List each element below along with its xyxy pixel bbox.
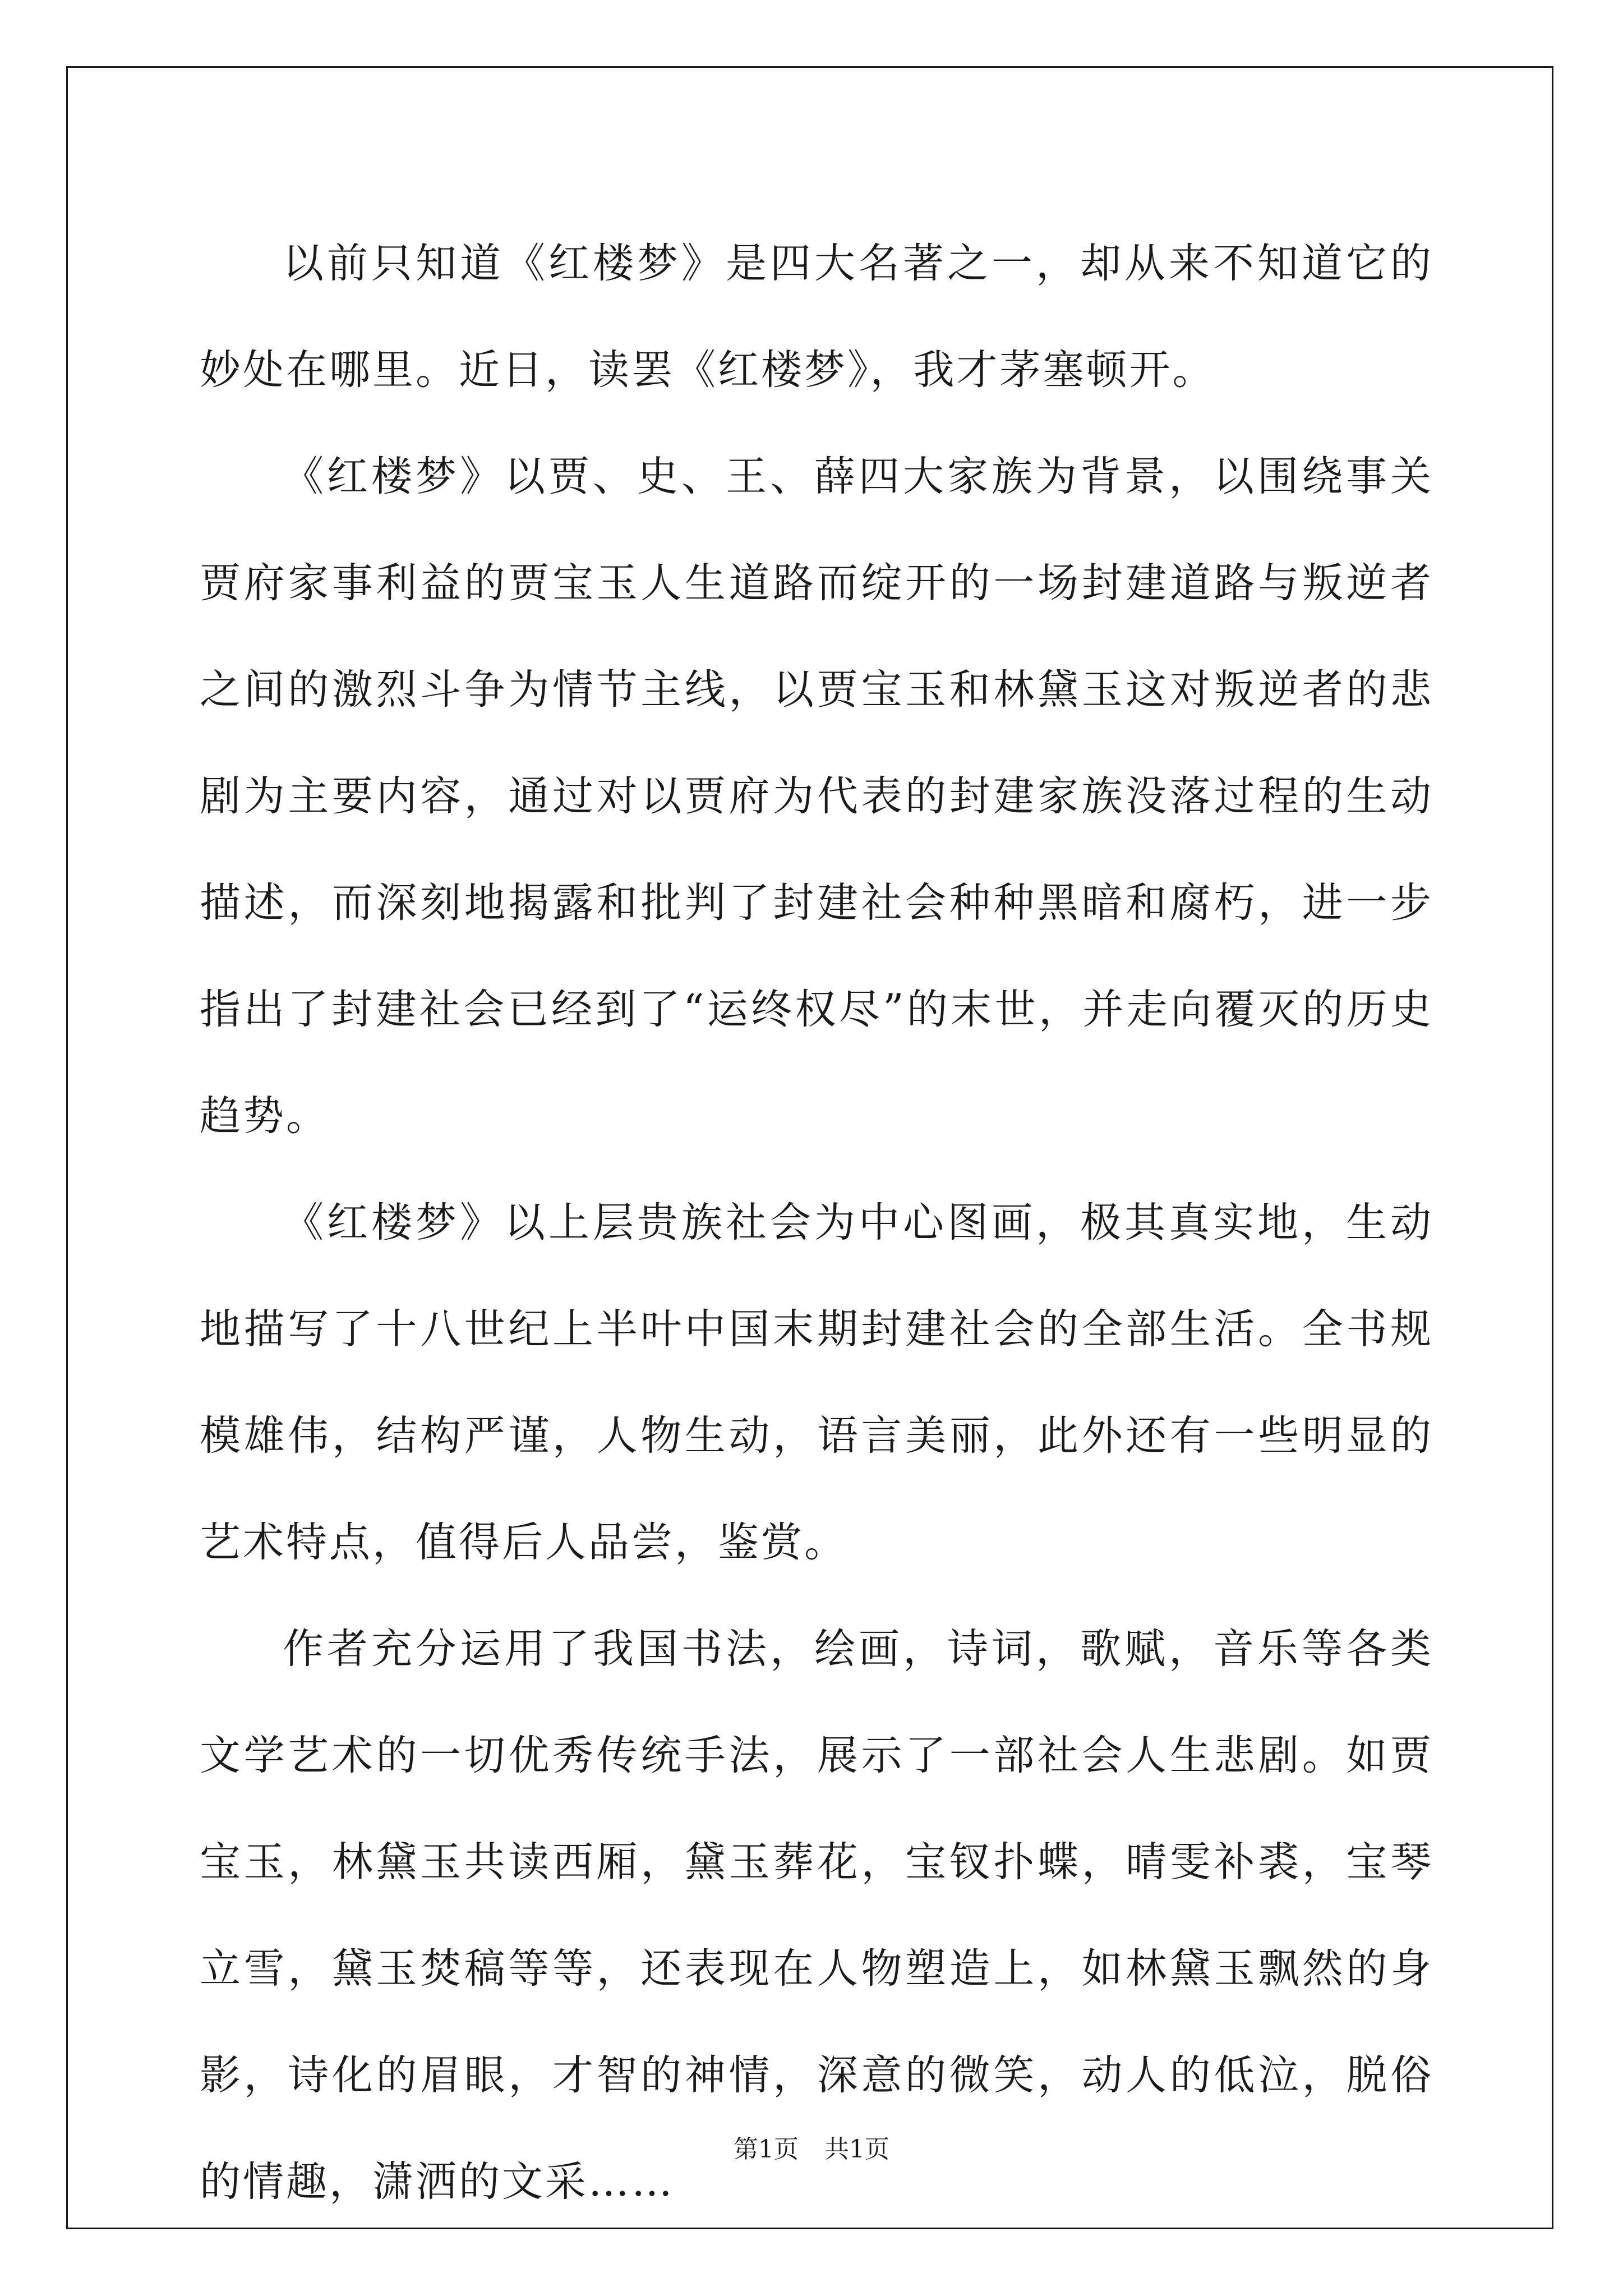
paragraph-4: 作者充分运用了我国书法，绘画，诗词，歌赋，音乐等各类文学艺术的一切优秀传统手法，展示了一部社会人生悲剧。如贾宝玉，林黛玉共读西厢，黛玉葬花，宝钗扑蝶，晴雯补裘，宝琴立雪，黛玉焚稿等等，还表现在人物塑造上，如林黛玉飘然的身影，诗化的眉眼，才智的神情，深意的微笑，动人的低泣，脱俗的情趣，潇洒的文采…… xyxy=(200,1625,1433,2206)
page-number: 第1页 xyxy=(734,2135,799,2164)
document-body xyxy=(200,210,1433,2235)
page-footer xyxy=(0,2129,1623,2165)
page-total: 共1页 xyxy=(824,2135,889,2164)
paragraph-2: 《红楼梦》以贾、史、王、薛四大家族为背景，以围绕事关贾府家事利益的贾宝玉人生道路而绽开的一场封建道路与叛逆者之间的激烈斗争为情节主线，以贾宝玉和林黛玉这对叛逆者的悲剧为主要内容，通过对以贾府为代表的封建家族没落过程的生动描述，而深刻地揭露和批判了封建社会种种黑暗和腐朽，进一步指出了封建社会已经到了“运终权尽”的末世，并走向覆灭的历史趋势。 xyxy=(200,453,1433,1140)
paragraph-3: 《红楼梦》以上层贵族社会为中心图画，极其真实地，生动地描写了十八世纪上半叶中国末期封建社会的全部生活。全书规模雄伟，结构严谨，人物生动，语言美丽，此外还有一些明显的艺术特点，值得后人品尝，鉴赏。 xyxy=(200,1199,1433,1566)
paragraph-1: 以前只知道《红楼梦》是四大名著之一，却从来不知道它的妙处在哪里。近日，读罢《红楼梦》，我才茅塞顿开。 xyxy=(200,240,1433,394)
